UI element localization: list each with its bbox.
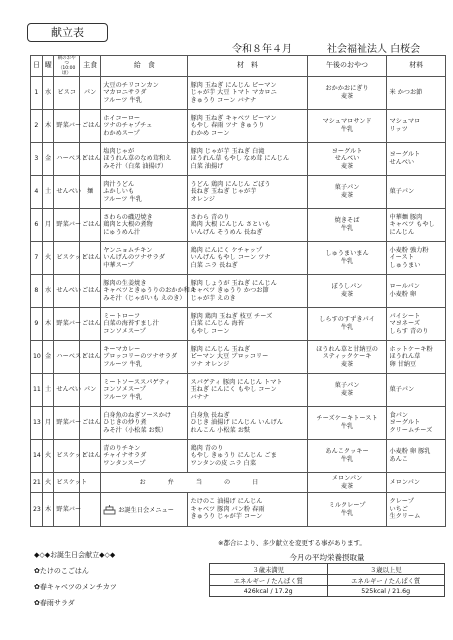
lunch-item: 青のりチキン — [103, 444, 141, 452]
snack-am-cell: せんべい — [54, 275, 80, 308]
weekday-cell: 金 — [42, 143, 54, 176]
nutrition-value: 426kcal / 17.2g — [210, 586, 328, 597]
birthday-menu-title: ◆◇◆お誕生日会献立◆◇◆ — [34, 551, 116, 559]
table-row — [31, 493, 446, 527]
ingredients-cell — [188, 341, 307, 374]
snack-pm-cell — [307, 77, 387, 110]
lunch-item: ブロッコリーのツナサラダ — [103, 353, 178, 361]
table-row — [31, 209, 446, 242]
ingredient-line: 生クリーム — [389, 513, 421, 521]
lunch-cell — [101, 374, 188, 407]
ingredient-line: ほうれん草 — [389, 353, 421, 361]
ingredient-line: キャベツ きゅうり かつお節 — [190, 287, 269, 295]
col-ingredients-2: 材料 — [387, 56, 446, 77]
snack-pm-cell — [307, 374, 387, 407]
lunch-item: さわらの磯辺焼き — [103, 213, 153, 221]
ingredient-line: オレンジ — [190, 195, 215, 203]
ingredient-line: ピーマン 大豆 ブロッコリー — [190, 353, 269, 361]
snack-am-cell: 野菜バー — [54, 493, 80, 527]
birthday-menu — [34, 547, 117, 611]
ingredient-line: ロールパン — [389, 283, 420, 291]
ingredient-line: 鶏肉 大根 にんじん さといも — [190, 221, 271, 229]
snack-am-cell: 野菜バー — [54, 308, 80, 341]
snack-pm-item: チーズケーキトースト — [316, 415, 378, 423]
lunch-cell — [101, 176, 188, 209]
snack-pm-item: 麦茶 — [340, 291, 354, 298]
ingredient-line: 長ねぎ 玉ねぎ じゃが芋 — [190, 188, 257, 196]
ingredient-line: もやし きゅうり にんじん ごま — [190, 452, 277, 460]
snack-pm-cell — [307, 176, 387, 209]
ingredient-line: ヨーグルト — [389, 419, 421, 427]
lunch-cell — [101, 341, 188, 374]
lunch-item: チャイナサラダ — [103, 452, 147, 460]
ingredients-cell — [188, 374, 307, 407]
nutrition-label: エネルギー / たんぱく質 — [327, 575, 445, 586]
staple-cell: パン — [79, 77, 100, 110]
lunch-item: いんげんのツナサラダ — [103, 254, 165, 262]
snack-am-cell: ビスコ — [54, 77, 80, 110]
weekday-cell: 火 — [42, 242, 54, 275]
snack-pm-item: せんべい — [334, 155, 360, 163]
ingredient-line: 小麦粉 卵 豚乳 — [389, 448, 431, 456]
ingredient-line: うどん 鶏肉 にんじん ごぼう — [190, 180, 271, 188]
snack-pm-item: 牛乳 — [340, 225, 354, 232]
ingredient-line: 小麦粉 卵 — [389, 291, 417, 298]
day-cell: 14 — [31, 440, 43, 473]
table-row — [31, 143, 446, 176]
day-cell: 7 — [31, 242, 43, 275]
snack-pm-item: 麦茶 — [340, 93, 354, 100]
nutrition-title: 今月の平均栄養摂取量 — [289, 553, 365, 562]
ingredient-line: 白菜 にんじん 海苔 — [190, 320, 244, 328]
col-staple: 主食 — [79, 56, 100, 77]
ingredient-line: きゅうり じゃが芋 コーン — [190, 513, 263, 521]
lunch-cell — [101, 110, 188, 143]
snack-pm-item: 麦茶 — [340, 192, 354, 199]
ingredient-line: じゃが芋 大豆 トマト マカロニ — [190, 89, 277, 97]
lunch-cell — [101, 308, 188, 341]
ingredient-line: 豚肉 鶏肉 玉ねぎ 枝豆 チーズ — [190, 312, 273, 320]
lunch-item: ツナのチャプチェ — [103, 122, 153, 130]
staple-cell: ごはん — [79, 440, 100, 473]
bento-day-cell: お 弁 当 の 日 — [101, 473, 307, 493]
day-cell: 8 — [31, 275, 43, 308]
ingredients-cell — [188, 242, 307, 275]
table-row — [31, 473, 446, 493]
ingredient-line: クレープ — [389, 498, 414, 506]
lunch-item: ほうれん草のなめ茸和え — [103, 155, 172, 163]
table-row — [31, 110, 446, 143]
ingredient-line: いんげん もやし コーン ツナ — [190, 254, 271, 262]
snack-pm-item: 牛乳 — [340, 126, 354, 133]
snack-pm-cell — [307, 143, 387, 176]
staple-cell: パン — [79, 374, 100, 407]
ingredients-cell — [188, 143, 307, 176]
ingredients-2-cell — [387, 77, 446, 110]
snack-am-cell: ハーベスト — [54, 341, 80, 374]
lunch-cell — [101, 209, 188, 242]
ingredient-line: 豚肉 にんじん 玉ねぎ — [190, 345, 251, 353]
snack-pm-cell — [307, 242, 387, 275]
weekday-cell: 木 — [42, 110, 54, 143]
table-row — [31, 77, 446, 110]
ingredients-cell — [188, 209, 307, 242]
snack-pm-item: 牛乳 — [340, 423, 354, 430]
menu-table — [30, 55, 446, 527]
ingredient-line: 豚肉 玉ねぎ にんじん ピーマン — [190, 81, 277, 89]
ingredient-line: 豚肉 玉ねぎ キャベツ ピーマン — [190, 114, 277, 122]
ingredient-line: いんげん そうめん 長ねぎ — [190, 228, 263, 236]
lunch-item: フルーツ 牛乳 — [103, 360, 142, 368]
snack-pm-item: スティックケーキ — [322, 353, 372, 361]
weekday-cell: 月 — [42, 209, 54, 242]
ingredients-cell — [188, 110, 307, 143]
table-row — [31, 176, 446, 209]
snack-pm-item: マシュマロサンド — [322, 118, 372, 126]
weekday-cell: 木 — [42, 308, 54, 341]
day-cell: 4 — [31, 176, 43, 209]
snack-pm-item: 牛乳 — [340, 258, 354, 265]
table-row — [31, 341, 446, 374]
ingredients-2-cell — [387, 209, 446, 242]
ingredient-line: リッツ — [389, 126, 408, 133]
ingredients-2-cell — [387, 242, 446, 275]
col-lunch: 給 食 — [101, 56, 188, 77]
lunch-cell — [101, 77, 188, 110]
ingredient-line: いちご — [389, 505, 408, 513]
nutrition-box — [209, 552, 445, 597]
staple-cell — [79, 493, 100, 527]
nutrition-group: ３歳未満児 — [210, 564, 328, 575]
ingredient-line: 食パン — [389, 411, 408, 419]
day-cell: 2 — [31, 110, 43, 143]
ingredient-line: ひじき 油揚げ にんじん いんげん — [190, 419, 283, 427]
day-cell: 11 — [31, 374, 43, 407]
ingredient-line: きゅうり コーン バナナ — [190, 96, 257, 104]
day-cell: 1 — [31, 77, 43, 110]
weekday-cell: 火 — [42, 473, 54, 493]
ingredient-line: もやし 春雨 ツナ きゅうり — [190, 122, 265, 130]
ingredient-line: マヨネーズ — [389, 320, 421, 328]
snack-pm-cell — [307, 308, 387, 341]
ingredient-line: 玉ねぎ にんにく もやし コーン — [190, 386, 277, 394]
lunch-item: コンソメスープ — [103, 386, 146, 394]
ingredient-line: 白菜 ニラ 長ねぎ — [190, 261, 238, 269]
ingredient-line: ヨーグルト — [389, 151, 421, 159]
menu-title: 献立表 — [27, 23, 108, 42]
lunch-item: ミートローフ — [103, 312, 141, 320]
lunch-cell — [101, 407, 188, 440]
snack-am-cell: ハーベスト — [54, 143, 80, 176]
nutrition-table — [209, 563, 445, 597]
lunch-item: みそ汁（じゃがいも えのき） — [103, 294, 186, 302]
lunch-item: みそ汁（白菜 油揚げ） — [103, 162, 168, 170]
snack-am-cell: せんべい — [54, 176, 80, 209]
lunch-item: 豚肉の生姜焼き — [103, 279, 147, 287]
ingredient-line: あんこ — [389, 456, 408, 463]
lunch-cell — [101, 493, 188, 527]
table-row — [31, 440, 446, 473]
lunch-item: キャベツときゅうりのおかか和え — [103, 287, 197, 295]
ingredient-line: ツナ オレンジ — [190, 360, 230, 368]
ingredient-line: ほうれん草 もやし なめ茸 にんじん — [190, 155, 290, 163]
lunch-item: 中華スープ — [103, 261, 134, 269]
ingredient-line: たけのこ 油揚げ にんじん — [190, 498, 263, 506]
snack-pm-item: 牛乳 — [340, 456, 354, 463]
lunch-item: 白菜の海苔すまし汁 — [103, 320, 159, 328]
ingredients-2-cell — [387, 440, 446, 473]
snack-pm-item: 麦茶 — [340, 360, 354, 368]
snack-pm-item: しらすのすずきパイ — [319, 316, 375, 324]
lunch-item: ふかしいも — [103, 188, 135, 196]
ingredients-2-cell — [387, 275, 446, 308]
ingredient-line: クリームチーズ — [389, 426, 433, 434]
snack-pm-item: ぼうしパン — [331, 283, 363, 291]
ingredient-line: 白身魚 長ねぎ — [190, 411, 230, 419]
ingredients-cell — [188, 440, 307, 473]
month-label: 令和８年４月 — [232, 44, 292, 55]
ingredients-cell — [188, 407, 307, 440]
ingredients-2-cell — [387, 110, 446, 143]
staple-cell: ごはん — [79, 110, 100, 143]
snack-pm-item: 焼きそば — [334, 217, 360, 225]
ingredient-line: わかめ コーン — [190, 129, 230, 137]
col-snack-am: 朝のおやつ（10:00頃） — [54, 56, 80, 77]
lunch-item: 白身魚のねぎソースかけ — [103, 411, 171, 419]
lunch-cell — [101, 275, 197, 308]
ingredients-2-cell — [387, 374, 446, 407]
snack-pm-item: 牛乳 — [340, 324, 354, 331]
weekday-cell: 金 — [42, 341, 54, 374]
weekday-cell: 水 — [42, 77, 54, 110]
staple-cell: 麺 — [79, 176, 100, 209]
birthday-menu-item: ✿春キャベツのメンチカツ — [34, 583, 117, 591]
ingredients-2-cell — [387, 473, 446, 493]
snack-pm-item: 麦茶 — [340, 482, 354, 490]
lunch-item: にゅうめん汁 — [103, 228, 141, 236]
ingredient-line: れんこん 小松菜 お麩 — [190, 426, 251, 434]
lunch-item: フルーツ 牛乳 — [103, 393, 142, 401]
weekday-cell: 月 — [42, 407, 54, 440]
ingredients-cell — [188, 493, 307, 527]
day-cell: 10 — [31, 341, 43, 374]
ingredient-line: キャベツ もやし — [389, 221, 435, 229]
staple-cell: ごはん — [79, 308, 100, 341]
staple-cell: ごはん — [79, 275, 100, 308]
lunch-cell — [101, 143, 188, 176]
day-cell: 3 — [31, 143, 43, 176]
ingredients-cell — [188, 275, 307, 308]
snack-pm-item: 麦茶 — [340, 390, 354, 397]
col-weekday: 曜 — [42, 56, 54, 77]
lunch-cell — [101, 242, 188, 275]
ingredient-line: さわら 青のり — [190, 213, 230, 221]
birthday-menu-item: ✿たけのこごはん — [34, 567, 89, 575]
table-header — [31, 56, 446, 77]
lunch-item: わかめスープ — [103, 129, 140, 137]
snack-am-cell: せんべい — [54, 374, 80, 407]
snack-am-cell: ビスケット — [54, 473, 80, 493]
snack-pm-item: 菓子パン — [334, 184, 360, 192]
ingredient-line: 菓子パン — [389, 386, 415, 394]
lunch-item: キーマカレー — [103, 345, 141, 353]
snack-am-cell: ビスケット — [54, 242, 80, 275]
snack-pm-item: 菓子パン — [334, 382, 360, 390]
nutrition-value: 525kcal / 21.6g — [327, 586, 445, 597]
ingredients-2-cell — [387, 407, 446, 440]
snack-pm-cell — [307, 493, 387, 527]
ingredient-line: 米 かつお節 — [389, 89, 423, 97]
snack-pm-item: 牛乳 — [340, 509, 354, 517]
snack-pm-item: あんこクッキー — [325, 448, 369, 456]
ingredient-line: しゅうまい — [389, 261, 421, 269]
snack-pm-cell — [307, 407, 387, 440]
snack-pm-item: しゅうまいまん — [325, 250, 369, 258]
weekday-cell: 土 — [42, 374, 54, 407]
ingredient-line: バナナ — [190, 393, 210, 401]
snack-pm-cell — [307, 473, 387, 493]
snack-am-cell: 野菜バー — [54, 407, 80, 440]
staple-cell: ごはん — [79, 209, 100, 242]
table-row — [31, 275, 446, 308]
lunch-item: コンソメスープ — [103, 327, 146, 335]
snack-am-cell: 野菜バー — [54, 209, 80, 242]
staple-cell: ごはん — [79, 341, 100, 374]
snack-pm-cell — [307, 110, 387, 143]
lunch-item: 肉汁うどん — [103, 180, 135, 188]
table-row — [31, 374, 446, 407]
ingredient-line: しらす 青のり — [389, 327, 429, 335]
ingredient-line: 豚肉 しょうが 玉ねぎ にんじん — [190, 279, 277, 287]
snack-pm-item: おかかおにぎり — [325, 85, 369, 93]
lunch-item: ホイコーロー — [103, 114, 141, 122]
lunch-item: フルーツ 牛乳 — [103, 96, 142, 104]
ingredient-line: 鶏肉 にんにく ケチャップ — [190, 246, 263, 254]
col-ingredients: 材 料 — [188, 56, 307, 77]
lunch-item: 大豆のチリコンカン — [103, 81, 159, 89]
ingredient-line: 豚肉 じゃが芋 玉ねぎ 白滝 — [190, 147, 265, 155]
day-cell: 23 — [31, 493, 43, 527]
lunch-item: 塩肉じゃが — [103, 147, 135, 155]
organization-name: 社会福祉法人 白桜会 — [327, 44, 421, 55]
birthday-cake-icon — [103, 505, 116, 515]
ingredient-line: もやし コーン — [190, 327, 230, 335]
ingredients-2-cell — [387, 308, 446, 341]
snack-pm-item: ほうれん草と甘納豆の — [316, 345, 378, 353]
table-row — [31, 308, 446, 341]
birthday-menu-item: ✿春雨サラダ — [34, 599, 75, 607]
weekday-cell: 火 — [42, 440, 54, 473]
nutrition-label: エネルギー / たんぱく質 — [210, 575, 328, 586]
lunch-item: マカロニサラダ — [103, 89, 147, 97]
snack-pm-cell — [307, 440, 387, 473]
staple-cell: ごはん — [79, 407, 100, 440]
ingredients-cell — [188, 176, 307, 209]
lunch-item: ヤンニョムチキン — [103, 246, 153, 254]
col-day: 日 — [31, 56, 43, 77]
weekday-cell: 木 — [42, 493, 54, 527]
snack-pm-item: メロンパン — [331, 474, 363, 482]
day-cell: 13 — [31, 407, 43, 440]
table-row — [31, 407, 446, 440]
lunch-item: みそ汁（小松菜 お麩） — [103, 426, 168, 434]
ingredient-line: じゃが芋 えのき — [190, 294, 236, 302]
ingredient-line: 卵 甘納豆 — [389, 360, 417, 368]
lunch-item: ミートソーススパゲティ — [103, 378, 171, 386]
ingredients-2-cell — [387, 176, 446, 209]
weekday-cell: 水 — [42, 275, 54, 308]
col-snack-pm: 午後のおやつ — [307, 56, 387, 77]
lunch-item: ひじきの炒り煮 — [103, 419, 147, 427]
ingredient-line: 鶏肉 青のり — [190, 444, 224, 452]
ingredient-line: キャベツ 豚肉 パン粉 春雨 — [190, 505, 265, 513]
weekday-cell: 土 — [42, 176, 54, 209]
snack-pm-item: 麦茶 — [340, 162, 354, 170]
ingredient-line: ワンタンの皮 ニラ 白菜 — [190, 459, 257, 467]
ingredient-line: 菓子パン — [389, 188, 415, 196]
ingredient-line: パイシート — [389, 312, 421, 320]
ingredients-2-cell — [387, 341, 446, 374]
snack-pm-cell — [307, 341, 387, 374]
day-cell: 21 — [31, 473, 43, 493]
ingredients-2-cell — [387, 143, 446, 176]
ingredient-line: ホットケーキ粉 — [389, 345, 433, 353]
ingredient-line: にんじん — [389, 228, 415, 236]
ingredient-line: 白菜 油揚げ — [190, 162, 224, 170]
ingredient-line: メロンパン — [389, 478, 420, 486]
ingredients-cell — [188, 77, 307, 110]
ingredient-line: スパゲティ 豚肉 にんじん トマト — [190, 378, 283, 386]
ingredient-line: 中華麺 豚肉 — [389, 213, 423, 221]
lunch-cell — [101, 440, 188, 473]
snack-pm-cell — [307, 275, 387, 308]
staple-cell: ごはん — [79, 143, 100, 176]
snack-am-cell: ビスケット — [54, 440, 80, 473]
snack-am-cell: 野菜バー — [54, 110, 80, 143]
lunch-item: フルーツ 牛乳 — [103, 195, 142, 203]
ingredient-line: せんべい — [389, 159, 415, 166]
ingredient-line: イースト — [389, 254, 414, 262]
ingredient-line: マシュマロ — [389, 118, 421, 126]
lunch-item: お誕生日会メニュー — [118, 506, 174, 514]
footnote: ※都合により、多少献立を変更する事があります。 — [218, 539, 366, 547]
day-cell: 9 — [31, 308, 43, 341]
table-row — [31, 242, 446, 275]
snack-pm-item: ヨーグルト — [331, 147, 363, 155]
snack-pm-cell — [307, 209, 387, 242]
day-cell: 6 — [31, 209, 43, 242]
snack-pm-item: ミルクレープ — [328, 501, 366, 509]
ingredients-cell — [188, 308, 307, 341]
nutrition-group: ３歳以上児 — [327, 564, 445, 575]
ingredient-line: 小麦粉 強力粉 — [389, 246, 429, 254]
ingredients-2-cell — [387, 493, 446, 527]
staple-cell: ごはん — [79, 242, 100, 275]
lunch-item: ワンタンスープ — [103, 459, 146, 467]
lunch-item: 鶏肉と大根の煮物 — [103, 221, 153, 229]
